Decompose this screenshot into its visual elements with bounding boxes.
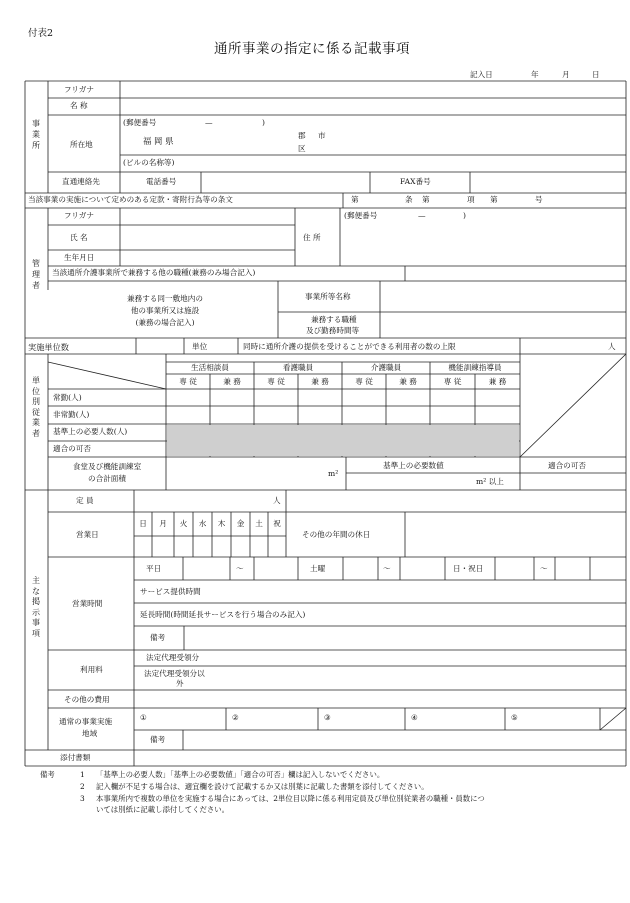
manager-postal-close: ) (463, 211, 466, 220)
staff-sub-concurrent: 兼 務 (311, 377, 329, 386)
area-5-marker: ⑤ (511, 713, 518, 722)
weekday-tilde: 〜 (236, 564, 244, 573)
fee-other-label-2: 外 (176, 679, 184, 688)
office-furigana-label: フリガナ (64, 85, 94, 94)
appendix-label: 付表2 (28, 28, 54, 39)
note-2-text: 記入欄が不足する場合は、適宜欄を設けて記載するか又は別葉に記載した書類を添付してください。 (96, 782, 429, 791)
staff-col-nurse: 看護職員 (282, 363, 314, 372)
area-1-marker: ① (140, 713, 147, 722)
fee-other-label-1: 法定代理受領分以 (144, 669, 205, 678)
staff-sub-concurrent: 兼 務 (223, 377, 241, 386)
ku-label: 区 (298, 144, 306, 153)
weekday-wed: 水 (198, 519, 207, 528)
saturday-tilde: 〜 (383, 564, 391, 573)
weekday-fri: 金 (236, 519, 245, 528)
staff-row-required: 基準上の必要人数(人) (53, 427, 128, 436)
weekday-tue: 火 (179, 519, 188, 528)
staff-sub-fulltime: 専 従 (443, 377, 462, 386)
area-fit-label: 適合の可否 (548, 461, 586, 470)
fax-label: FAX番号 (400, 177, 431, 186)
office-postal-dash: — (205, 118, 213, 127)
same-site-label-1: 兼務する同一敷地内の (127, 294, 203, 303)
weekday-mon: 月 (159, 519, 167, 528)
office-name-label: 名 称 (70, 101, 88, 110)
staff-sub-fulltime: 専 従 (179, 377, 197, 386)
area-label-1: 食堂及び機能訓練室 (72, 462, 142, 471)
notes-label: 備考 (40, 770, 55, 779)
business-hours-label: 営業時間 (72, 599, 103, 608)
staff-col-trainer: 機能訓練指導員 (448, 363, 502, 372)
staff-row-parttime: 非常勤(人) (53, 410, 90, 419)
service-hours-label: サービス提供時間 (140, 587, 201, 596)
note-3-continuation: いては別紙に記載し添付してください。 (96, 805, 230, 814)
building-label: (ビルの名称等) (123, 158, 175, 167)
service-area-label-2: 地域 (82, 729, 98, 738)
area-3-marker: ③ (324, 713, 331, 722)
attachments-label: 添付書類 (60, 753, 91, 762)
manager-postal-label: (郵便番号 (344, 211, 378, 220)
staff-section-label: 単位別従業者 (32, 376, 40, 438)
weekday-sun: 日 (139, 519, 147, 528)
manager-section-label: 管理者 (32, 259, 40, 290)
sunday-label: 日・祝日 (453, 564, 484, 573)
page-title: 通所事業の指定に係る記載事項 (214, 41, 410, 57)
weekday-holiday: 祝 (273, 519, 281, 528)
business-days-label: 営業日 (76, 530, 99, 539)
staff-row-fit: 適合の可否 (53, 444, 91, 453)
area-2-marker: ② (232, 713, 239, 722)
date-month: 月 (562, 70, 570, 79)
weekday-label: 平日 (146, 564, 162, 573)
required-m2-over: m² 以上 (476, 477, 504, 486)
fee-label: 利用料 (80, 665, 103, 674)
staff-col-caregiver: 介護職員 (370, 363, 402, 372)
office-name-field-label: 事業所等名称 (305, 292, 351, 301)
area-label-2: の合計面積 (88, 474, 126, 483)
extended-hours-label: 延長時間(時間延長サービスを行う場合のみ記入) (140, 610, 306, 619)
job-label-1: 兼務する職種 (311, 315, 357, 324)
service-area-label-1: 通常の事業実施 (59, 717, 113, 726)
regulation-jou: 条 (405, 195, 413, 204)
sunday-tilde: 〜 (540, 564, 548, 573)
office-section-label: 事業所 (32, 119, 40, 150)
main-section-label: 主な掲示事項 (32, 576, 40, 638)
note-1-text: 「基準上の必要人数」「基準上の必要数値」「適合の可否」欄は記入しないでください。 (96, 770, 385, 779)
same-site-label-3: (兼務の場合記入) (135, 318, 195, 327)
date-year: 年 (531, 70, 539, 79)
date-day: 日 (592, 70, 600, 79)
regulation-label: 当該事業の実施について定めのある定款・寄附行為等の条文 (28, 195, 233, 204)
date-label: 記入日 (470, 70, 493, 79)
unit-count-label: 実施単位数 (28, 342, 69, 352)
saturday-label: 土曜 (310, 564, 326, 573)
manager-postal-dash: — (418, 211, 426, 220)
regulation-dai-2: 第 (422, 195, 430, 204)
capacity-limit-label: 同時に通所介護の提供を受けることができる利用者の数の上限 (243, 342, 456, 351)
manager-furigana-label: フリガナ (64, 211, 94, 220)
regulation-dai-3: 第 (490, 195, 498, 204)
staff-col-counselor: 生活相談員 (191, 363, 229, 372)
staff-sub-fulltime: 専 従 (267, 377, 285, 386)
office-postal-close: ) (262, 118, 265, 127)
gun-label: 郡 (298, 131, 306, 140)
staff-sub-concurrent: 兼 務 (399, 377, 417, 386)
manager-name-label: 氏 名 (70, 233, 88, 242)
note-3-number: 3 (80, 794, 85, 803)
note-3-text: 本事業所内で複数の単位を実施する場合にあっては、2単位目以降に係る利用定員及び単位別従業者の職種・員数につ (96, 794, 485, 803)
office-postal-label: (郵便番号 (123, 118, 157, 127)
office-address-label: 所在地 (70, 140, 93, 149)
regulation-dai-1: 第 (351, 195, 359, 204)
required-value-label: 基準上の必要数値 (383, 461, 444, 470)
shi-label: 市 (318, 131, 326, 140)
birth-label: 生年月日 (64, 253, 95, 262)
other-holidays-label: その他の年間の休日 (302, 530, 371, 539)
regulation-gou: 号 (535, 195, 543, 204)
staff-row-fulltime: 常勤(人) (53, 393, 82, 402)
capacity-label: 定 員 (76, 496, 94, 505)
hours-remarks-label: 備考 (150, 633, 166, 642)
note-2-number: 2 (80, 782, 85, 791)
capacity-persons-unit: 人 (273, 496, 281, 505)
same-site-label-2: 他の事業所又は施設 (130, 306, 200, 315)
fee-legal-label: 法定代理受領分 (146, 653, 200, 662)
note-1-number: 1 (80, 770, 85, 779)
capacity-persons: 人 (608, 342, 616, 351)
shaded-required-row (167, 425, 519, 456)
phone-label: 電話番号 (146, 177, 177, 186)
other-job-label: 当該通所介護事業所で兼務する他の職種(兼務のみ場合記入) (52, 268, 256, 277)
job-label-2: 及び勤務時間等 (306, 326, 360, 335)
manager-address-label: 住 所 (303, 233, 321, 242)
unit-word: 単位 (192, 342, 208, 351)
staff-sub-fulltime: 専 従 (355, 377, 373, 386)
area-remarks-label: 備考 (150, 735, 166, 744)
staff-sub-concurrent: 兼 務 (488, 377, 507, 386)
area-4-marker: ④ (411, 713, 418, 722)
area-m2: m² (328, 469, 339, 478)
regulation-kou: 項 (467, 195, 475, 204)
weekday-thu: 木 (217, 519, 226, 528)
weekday-sat: 土 (255, 519, 263, 528)
contact-label: 直通連絡先 (62, 177, 100, 186)
prefecture: 福 岡 県 (143, 136, 174, 146)
other-cost-label: その他の費用 (64, 695, 110, 704)
